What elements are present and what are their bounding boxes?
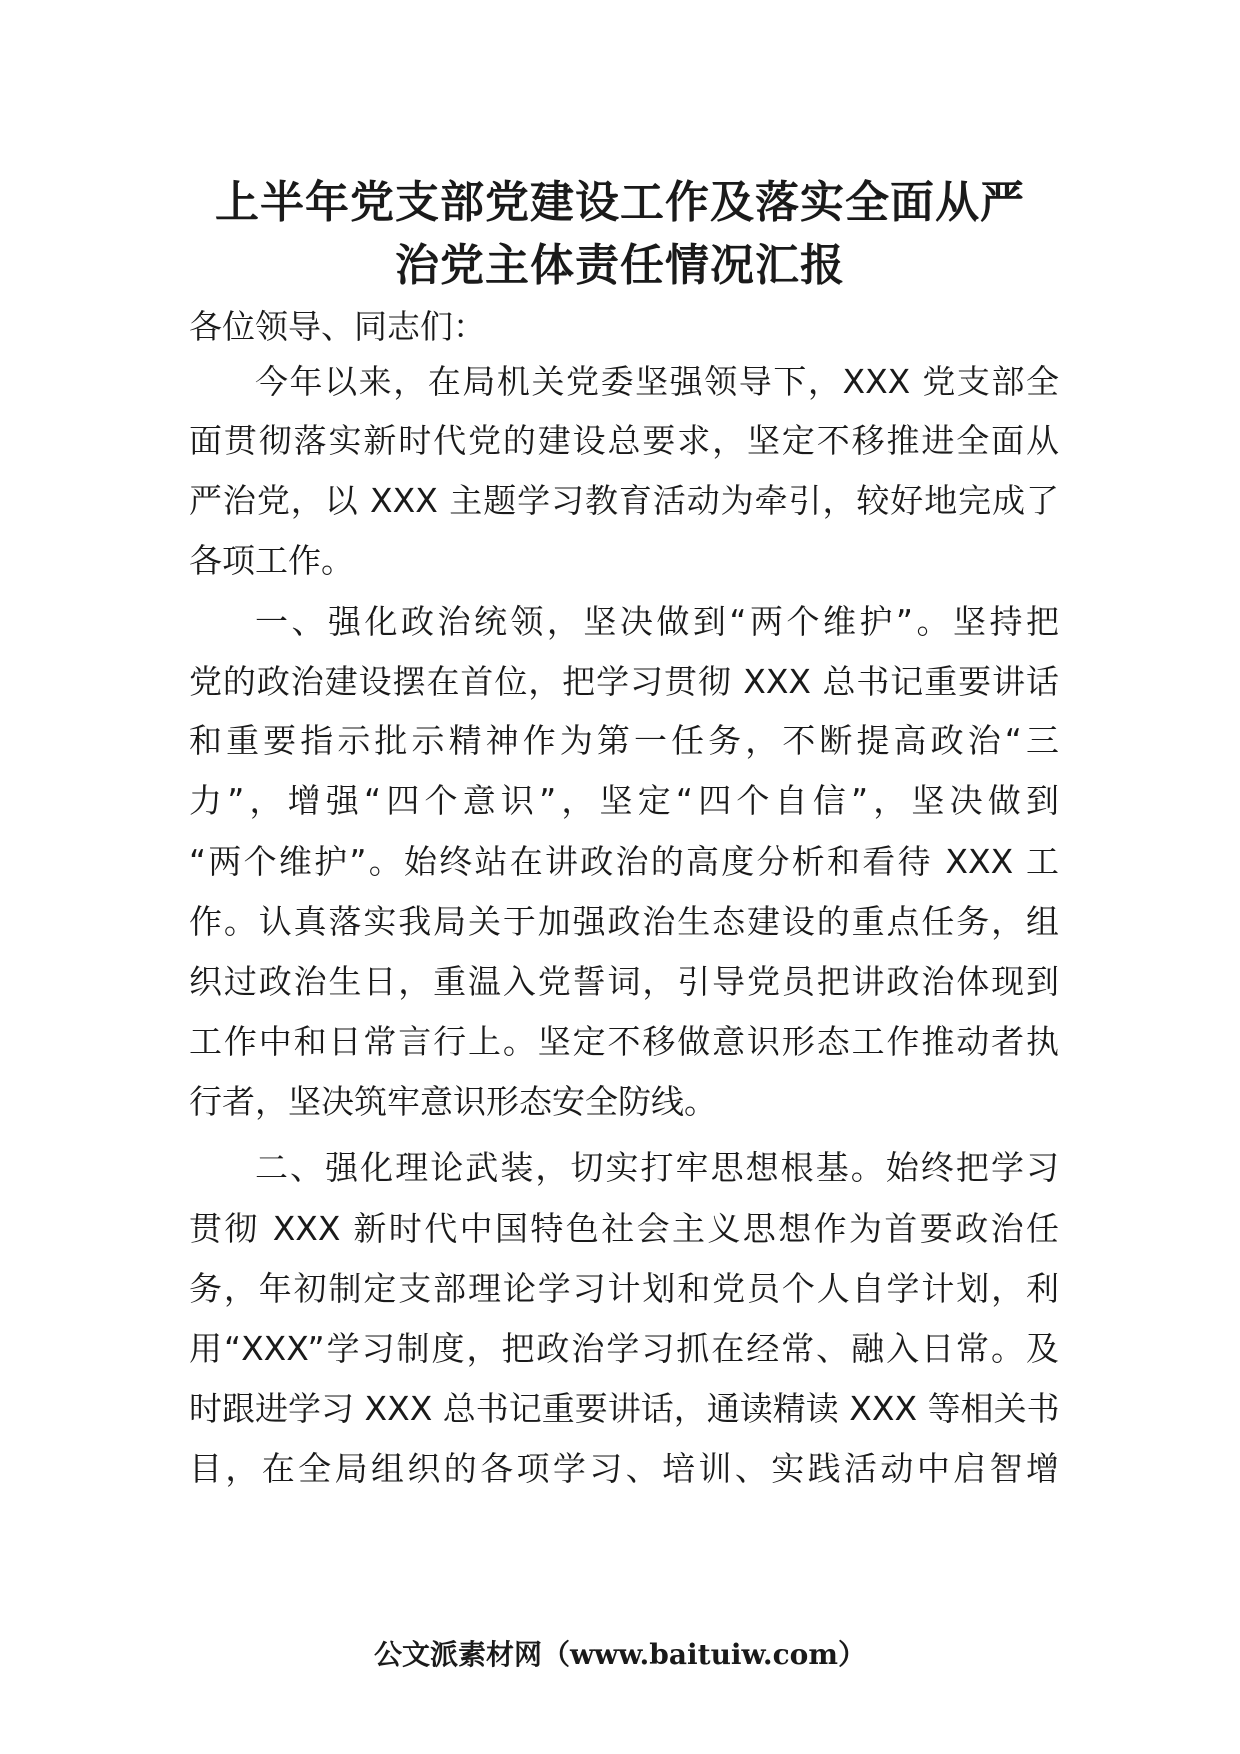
paragraph-3-line-2: 贯彻 XXX 新时代中国特色社会主义思想作为首要政治任 (189, 1209, 1059, 1248)
paragraph-3-line-6: 目，在全局组织的各项学习、培训、实践活动中启智增 (189, 1449, 1059, 1488)
paragraph-3-line-1: 二、强化理论武装，切实打牢思想根基。始终把学习 (255, 1148, 1059, 1187)
footer-source-text: 公文派素材网（www.baituiw.com） (374, 1638, 866, 1671)
paragraph-2-line-5: “两个维护”。始终站在讲政治的高度分析和看待 XXX 工 (189, 842, 1059, 881)
paragraph-1-line-3: 严治党，以 XXX 主题学习教育活动为牵引，较好地完成了 (189, 481, 1059, 520)
paragraph-1-line-1: 今年以来，在局机关党委坚强领导下，XXX 党支部全 (255, 362, 1059, 401)
document-title-line-1: 上半年党支部党建设工作及落实全面从严 (215, 177, 1025, 228)
paragraph-1-line-4: 各项工作。 (189, 541, 354, 580)
paragraph-2-line-2: 党的政治建设摆在首位，把学习贯彻 XXX 总书记重要讲话 (189, 662, 1059, 701)
paragraph-2-line-6: 作。认真落实我局关于加强政治生态建设的重点任务，组 (189, 902, 1059, 941)
paragraph-2-line-7: 织过政治生日，重温入党誓词，引导党员把讲政治体现到 (189, 962, 1059, 1001)
paragraph-2-line-1: 一、强化政治统领，坚决做到“两个维护”。坚持把 (255, 602, 1059, 641)
paragraph-2-line-3: 和重要指示批示精神作为第一任务，不断提高政治“三 (189, 721, 1059, 760)
paragraph-3-line-4: 用“XXX”学习制度，把政治学习抓在经常、融入日常。及 (189, 1329, 1059, 1368)
paragraph-1-line-2: 面贯彻落实新时代党的建设总要求，坚定不移推进全面从 (189, 421, 1059, 460)
paragraph-3-line-3: 务，年初制定支部理论学习计划和党员个人自学计划，利 (189, 1269, 1059, 1308)
paragraph-3-line-5: 时跟进学习 XXX 总书记重要讲话，通读精读 XXX 等相关书 (189, 1389, 1060, 1428)
document-title-line-2: 治党主体责任情况汇报 (395, 240, 845, 291)
salutation: 各位领导、同志们： (189, 307, 486, 346)
paragraph-2-line-4: 力”，增强“四个意识”，坚定“四个自信”，坚决做到 (189, 781, 1059, 820)
paragraph-2-line-8: 工作中和日常言行上。坚定不移做意识形态工作推动者执 (189, 1022, 1059, 1061)
paragraph-2-line-9: 行者，坚决筑牢意识形态安全防线。 (189, 1082, 717, 1121)
